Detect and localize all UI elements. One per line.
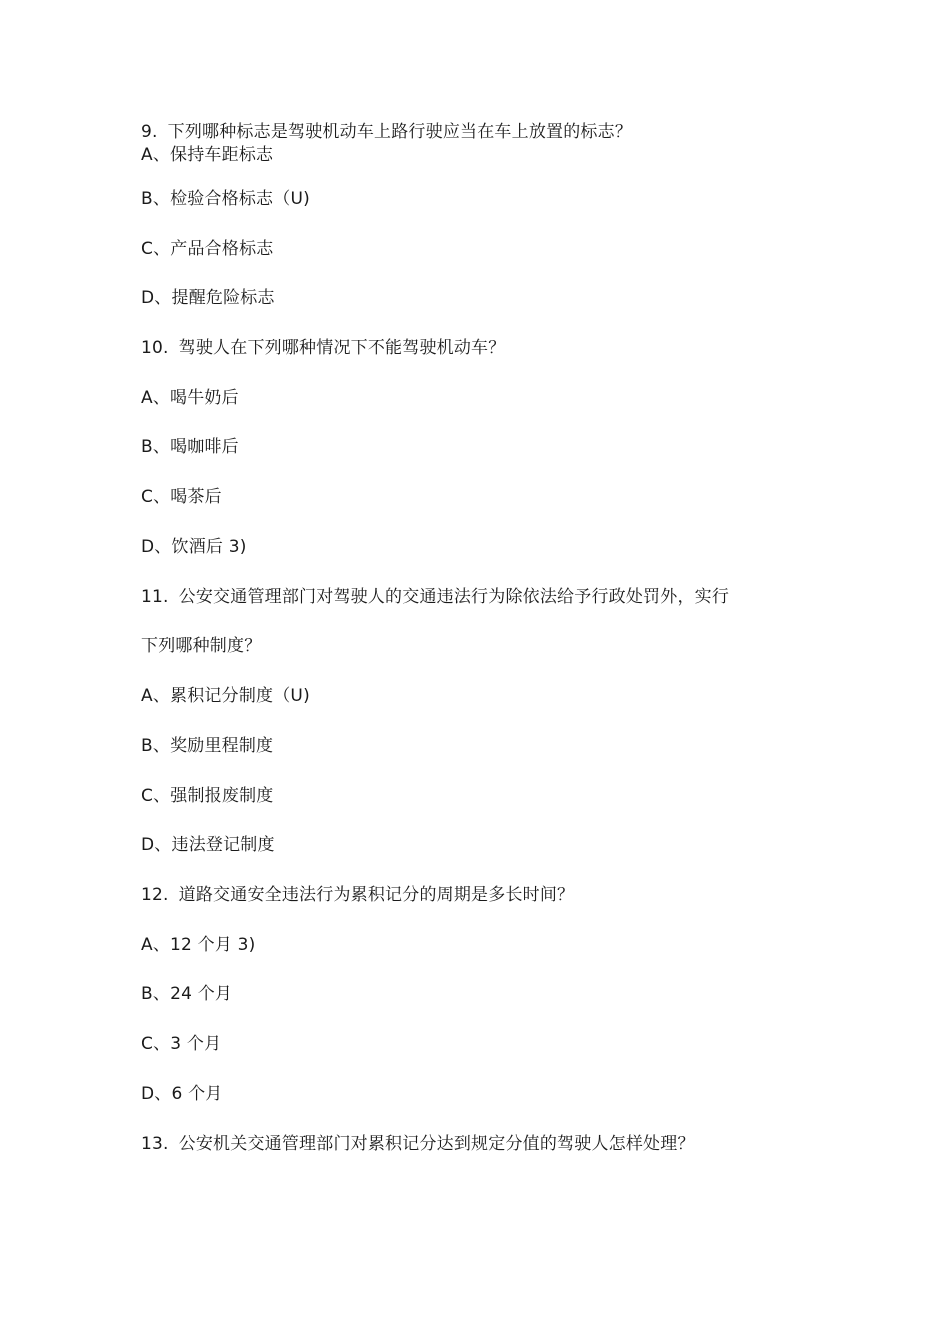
question-text: 公安机关交通管理部门对累积记分达到规定分值的驾驶人怎样处理？	[178, 1134, 695, 1154]
question-12-option-d: D、6 个月	[141, 1084, 223, 1104]
question-10-option-a: A、喝牛奶后	[141, 388, 239, 408]
question-10	[141, 337, 505, 359]
question-text: 道路交通安全违法行为累积记分的周期是多长时间？	[178, 885, 575, 905]
question-10-option-c: C、喝茶后	[141, 487, 222, 507]
question-number: 11.	[141, 587, 169, 607]
question-11-option-c: C、强制报废制度	[141, 786, 274, 806]
question-9-option-c: C、产品合格标志	[141, 239, 274, 259]
question-9-option-a: A、保持车距标志	[141, 145, 274, 165]
question-number: 9.	[141, 122, 158, 142]
question-12-option-b: B、24 个月	[141, 984, 233, 1004]
question-11-option-a: A、累积记分制度（U)	[141, 686, 310, 706]
question-number: 13.	[141, 1134, 169, 1154]
question-number: 12.	[141, 885, 169, 905]
question-11-option-b: B、奖励里程制度	[141, 736, 274, 756]
question-9-option-b: B、检验合格标志（U)	[141, 189, 310, 209]
question-12-option-c: C、3 个月	[141, 1034, 222, 1054]
question-text: 下列哪种标志是驾驶机动车上路行驶应当在车上放置的标志？	[167, 122, 633, 142]
question-11	[141, 586, 729, 608]
question-10-option-d: D、饮酒后 3)	[141, 537, 247, 557]
question-13	[141, 1133, 695, 1155]
question-9	[141, 121, 632, 143]
question-text: 驾驶人在下列哪种情况下不能驾驶机动车？	[178, 338, 506, 358]
question-9-option-d: D、提醒危险标志	[141, 288, 275, 308]
question-text: 公安交通管理部门对驾驶人的交通违法行为除依法给予行政处罚外，实行	[178, 587, 730, 607]
question-11-text-continued: 下列哪种制度？	[141, 636, 262, 656]
question-11-option-d: D、违法登记制度	[141, 835, 275, 855]
question-10-option-b: B、喝咖啡后	[141, 437, 239, 457]
question-number: 10.	[141, 338, 169, 358]
question-12-option-a: A、12 个月 3)	[141, 935, 256, 955]
question-12	[141, 884, 574, 906]
